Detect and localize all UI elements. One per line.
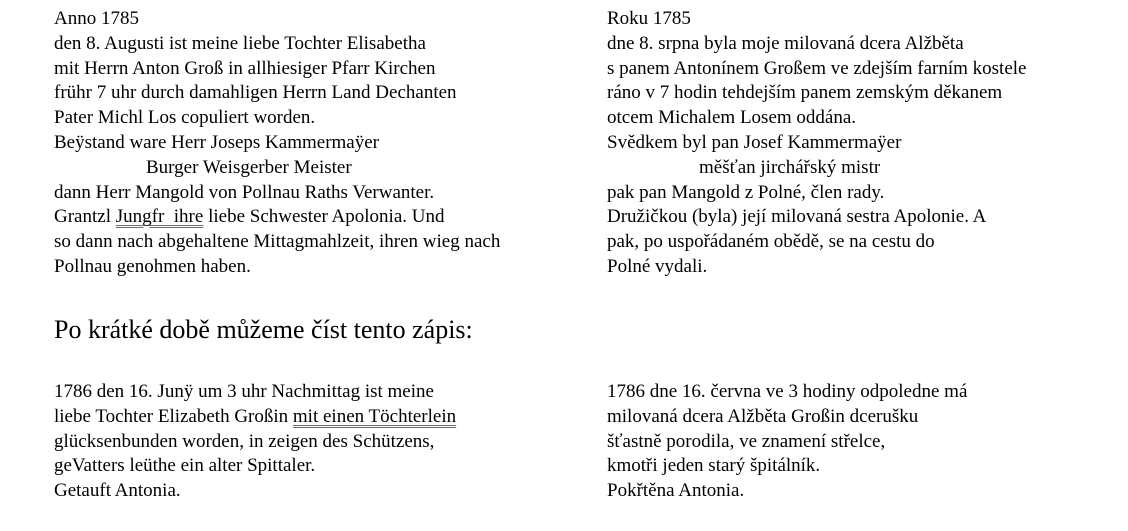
text-line: Svědkem byl pan Josef Kammermaÿer bbox=[607, 131, 902, 153]
text-line: Getauft Antonia. bbox=[54, 480, 181, 502]
text-fragment: liebe Schwester Apolonia. Und bbox=[203, 206, 445, 228]
text-line-indented: měšťan jirchářský mistr bbox=[699, 156, 881, 178]
german-entry-1785 bbox=[54, 7, 500, 280]
grammar-underlined-text: mit einen Töchterlein bbox=[292, 405, 457, 427]
text-line: pak, po uspořádaném obědě, se na cestu do bbox=[607, 231, 935, 253]
section-heading: Po krátké době můžeme číst tento zápis: bbox=[54, 315, 473, 344]
text-line: otcem Michalem Losem oddána. bbox=[607, 107, 857, 129]
text-line: mit Herrn Anton Groß in allhiesiger Pfarr Kirchen bbox=[54, 57, 436, 79]
text-line: glücksenbunden worden, in zeigen des Schützens, bbox=[54, 430, 435, 452]
text-line: Roku 1785 bbox=[607, 8, 691, 29]
text-line: dne 8. srpna byla moje milovaná dcera Alžběta bbox=[607, 32, 964, 54]
text-line: pak pan Mangold z Polné, člen rady. bbox=[607, 181, 885, 203]
text-line bbox=[54, 205, 500, 230]
text-line: milovaná dcera Alžběta Großin dcerušku bbox=[607, 405, 919, 427]
text-line: Družičkou (byla) její milovaná sestra Apolonie. A bbox=[607, 206, 987, 228]
czech-entry-1786 bbox=[607, 380, 967, 504]
text-line: 1786 den 16. Junÿ um 3 uhr Nachmittag ist meine bbox=[54, 381, 434, 402]
german-entry-1786 bbox=[54, 380, 456, 504]
text-line: s panem Antonínem Großem ve zdejším farním kostele bbox=[607, 57, 1027, 79]
text-line: Beÿstand ware Herr Joseps Kammermaÿer bbox=[54, 131, 379, 153]
text-fragment: Grantzl bbox=[54, 206, 116, 228]
grammar-underlined-text: Jungfr ihre bbox=[115, 206, 204, 228]
text-line: Pollnau genohmen haben. bbox=[54, 255, 251, 277]
text-line: Pokřtěna Antonia. bbox=[607, 480, 745, 502]
text-line bbox=[54, 405, 456, 430]
text-line: frühr 7 uhr durch damahligen Herrn Land Dechanten bbox=[54, 82, 457, 104]
text-line: ráno v 7 hodin tehdejším panem zemským děkanem bbox=[607, 82, 1003, 104]
text-line: Polné vydali. bbox=[607, 255, 708, 277]
text-line: so dann nach abgehaltene Mittagmahlzeit, ihren wieg nach bbox=[54, 231, 501, 253]
text-line-indented: Burger Weisgerber Meister bbox=[146, 156, 352, 178]
text-line: den 8. Augusti ist meine liebe Tochter Elisabetha bbox=[54, 32, 426, 54]
text-fragment: liebe Tochter Elizabeth Großin bbox=[54, 405, 293, 427]
text-line: Pater Michl Los copuliert worden. bbox=[54, 107, 316, 129]
text-line: dann Herr Mangold von Pollnau Raths Verwanter. bbox=[54, 181, 435, 203]
czech-entry-1785 bbox=[607, 7, 1026, 280]
text-line: Anno 1785 bbox=[54, 8, 139, 29]
text-line: geVatters leüthe ein alter Spittaler. bbox=[54, 455, 316, 477]
text-line: 1786 dne 16. června ve 3 hodiny odpoledne má bbox=[607, 381, 968, 402]
text-line: šťastně porodila, ve znamení střelce, bbox=[607, 430, 886, 452]
text-line: kmotři jeden starý špitálník. bbox=[607, 455, 821, 477]
